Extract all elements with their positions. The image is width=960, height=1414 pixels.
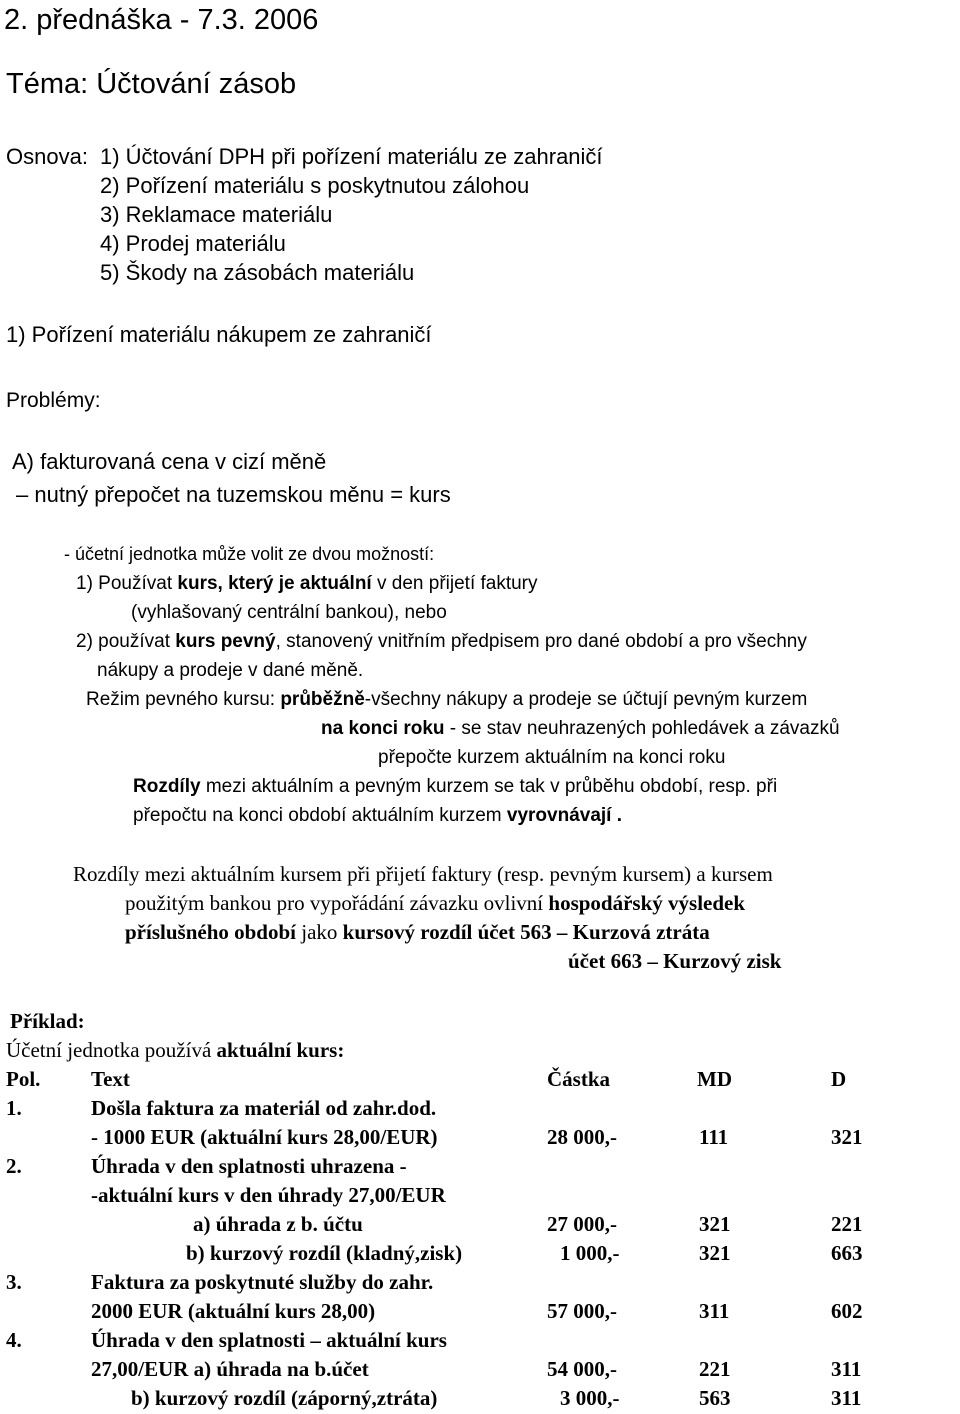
table-cell-text: Úhrada v den splatnosti uhrazena - <box>91 1154 407 1178</box>
regime-text: mezi aktuálním a pevným kurzem se tak v průběhu období, resp. při <box>200 776 778 797</box>
regime-label: Režim pevného kursu: <box>86 689 281 710</box>
outline-label: Osnova: <box>6 144 88 169</box>
regime-line-2 <box>321 719 840 738</box>
table-cell-pol: 4. <box>6 1328 22 1352</box>
outline-item: 4) Prodej materiálu <box>100 231 286 256</box>
outline-item: 2) Pořízení materiálu s poskytnutou zálohou <box>100 173 530 198</box>
regime-line-3: přepočte kurzem aktuálním na konci roku <box>378 747 726 768</box>
outline-item: 1) Účtování DPH při pořízení materiálu ze zahraničí <box>100 144 603 169</box>
table-cell-d: 321 <box>831 1125 863 1149</box>
column-header-text: Text <box>91 1067 130 1091</box>
table-cell-d: 221 <box>831 1212 863 1236</box>
table-cell-d: 663 <box>831 1241 863 1265</box>
table-cell-amount: 54 000,- <box>547 1357 617 1381</box>
table-cell-d: 311 <box>831 1386 862 1410</box>
problem-a-heading: A) fakturovaná cena v cizí měně <box>12 449 327 474</box>
regime-line-4 <box>133 777 777 796</box>
regime-line-5 <box>133 806 622 825</box>
column-header-md: MD <box>697 1067 732 1091</box>
option-1-emphasis: kurs, který je aktuální <box>177 573 372 594</box>
table-cell-text: 2000 EUR (aktuální kurs 28,00) <box>91 1299 376 1323</box>
table-cell-text: b) kurzový rozdíl (záporný,ztráta) <box>131 1386 438 1410</box>
example-intro-text: Účetní jednotka používá <box>6 1038 217 1062</box>
page-title: Téma: Účtování zásob <box>6 68 297 100</box>
lecture-header: 2. přednáška - 7.3. 2006 <box>4 4 319 36</box>
differences-line-1: Rozdíly mezi aktuálním kursem při přijetí faktury (resp. pevným kursem) a kursem <box>73 862 773 886</box>
differences-line-3 <box>125 922 710 943</box>
table-cell-pol: 3. <box>6 1270 22 1294</box>
regime-line-1 <box>86 690 807 709</box>
problems-label: Problémy: <box>6 389 101 412</box>
table-cell-amount: 28 000,- <box>547 1125 617 1149</box>
table-cell-pol: 2. <box>6 1154 22 1178</box>
option-2-text: 2) používat <box>76 631 176 652</box>
table-cell-md: 111 <box>699 1125 729 1149</box>
option-1-text-end: v den přijetí faktury <box>371 573 538 594</box>
table-cell-amount: 1 000,- <box>560 1241 620 1265</box>
example-intro <box>6 1040 344 1061</box>
column-header-d: D <box>831 1067 847 1091</box>
table-cell-text: Došla faktura za materiál od zahr.dod. <box>91 1096 437 1120</box>
option-2-continuation: nákupy a prodeje v dané měně. <box>97 660 364 681</box>
table-cell-md: 311 <box>699 1299 730 1323</box>
differences-line-2 <box>125 893 745 914</box>
table-cell-d: 311 <box>831 1357 862 1381</box>
option-2 <box>76 632 807 651</box>
section-heading: 1) Pořízení materiálu nákupem ze zahraničí <box>6 322 432 347</box>
differences-text: použitým bankou pro vypořádání závazku ovlivní <box>125 891 549 915</box>
table-cell-md: 321 <box>699 1241 731 1265</box>
table-cell-text: - 1000 EUR (aktuální kurs 28,00/EUR) <box>91 1125 438 1149</box>
table-cell-md: 563 <box>699 1386 731 1410</box>
table-cell-amount: 57 000,- <box>547 1299 617 1323</box>
option-1-continuation: (vyhlašovaný centrální bankou), nebo <box>131 602 447 623</box>
column-header-pol: Pol. <box>6 1067 41 1091</box>
table-cell-text: b) kurzový rozdíl (kladný,zisk) <box>186 1241 463 1265</box>
account-663-label: účet 663 – Kurzový zisk <box>568 949 782 973</box>
table-cell-d: 602 <box>831 1299 863 1323</box>
table-cell-pol: 1. <box>6 1096 22 1120</box>
table-cell-amount: 3 000,- <box>560 1386 620 1410</box>
options-intro: - účetní jednotka může volit ze dvou možností: <box>64 544 435 564</box>
differences-emphasis: příslušného období <box>125 920 296 944</box>
regime-text: -všechny nákupy a prodeje se účtují pevným kurzem <box>364 689 808 710</box>
option-2-text-end: , stanovený vnitřním předpisem pro dané období a pro všechny <box>275 631 807 652</box>
column-header-amount: Částka <box>547 1067 611 1091</box>
table-cell-text: 27,00/EUR a) úhrada na b.účet <box>91 1357 369 1381</box>
outline-item: 3) Reklamace materiálu <box>100 202 333 227</box>
regime-emphasis: vyrovnávají . <box>506 805 623 826</box>
differences-text: jako <box>296 920 343 944</box>
differences-emphasis: hospodářský výsledek <box>548 891 746 915</box>
regime-emphasis: Rozdíly <box>133 776 201 797</box>
option-2-emphasis: kurs pevný <box>175 631 276 652</box>
option-1-text: 1) Používat <box>76 573 178 594</box>
option-1 <box>76 574 538 593</box>
regime-text: - se stav neuhrazených pohledávek a závazků <box>444 718 840 739</box>
table-cell-md: 321 <box>699 1212 731 1236</box>
regime-text: přepočtu na konci období aktuálním kurzem <box>133 805 507 826</box>
account-563-label: kursový rozdíl účet 563 – Kurzová ztráta <box>342 920 710 944</box>
outline-item: 5) Škody na zásobách materiálu <box>100 260 415 285</box>
regime-emphasis: průběžně <box>280 689 365 710</box>
problem-a-subline: – nutný přepočet na tuzemskou měnu = kurs <box>16 482 451 507</box>
table-cell-text: a) úhrada z b. účtu <box>193 1212 363 1236</box>
example-intro-emphasis: aktuální kurs: <box>216 1038 345 1062</box>
table-cell-md: 221 <box>699 1357 731 1381</box>
regime-emphasis: na konci roku <box>321 718 445 739</box>
table-cell-text: -aktuální kurs v den úhrady 27,00/EUR <box>91 1183 446 1207</box>
table-cell-text: Úhrada v den splatnosti – aktuální kurs <box>91 1328 447 1352</box>
example-heading: Příklad: <box>10 1009 85 1033</box>
table-cell-amount: 27 000,- <box>547 1212 617 1236</box>
table-cell-text: Faktura za poskytnuté služby do zahr. <box>91 1270 434 1294</box>
